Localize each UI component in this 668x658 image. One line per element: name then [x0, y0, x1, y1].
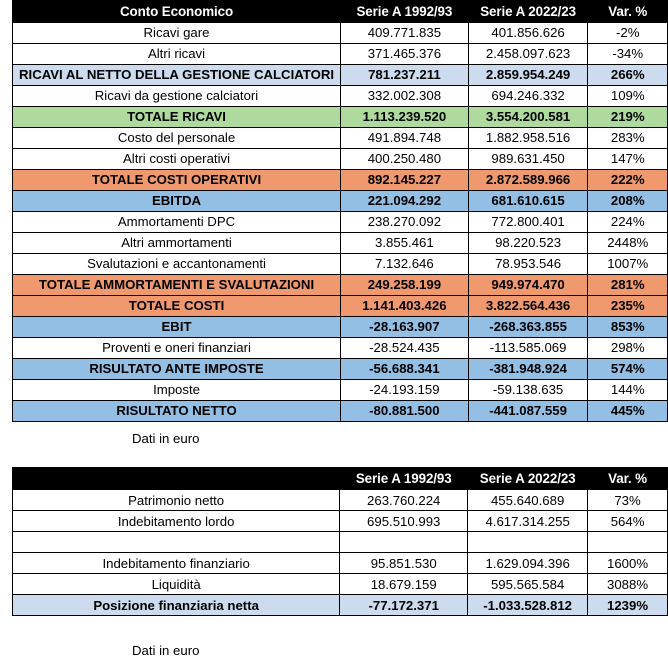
income-row-variation: 574% [588, 359, 668, 380]
income-row-series-2: -113.585.069 [468, 338, 588, 359]
income-row-variation: 298% [588, 338, 668, 359]
income-row-label: Imposte [13, 380, 341, 401]
income-row-series-1: 400.250.480 [341, 149, 469, 170]
income-row-variation: 281% [588, 275, 668, 296]
financial-row-series-1: 263.760.224 [340, 490, 468, 511]
income-row-series-1: 249.258.199 [341, 275, 469, 296]
income-header-series-2: Serie A 2022/23 [468, 1, 588, 23]
table-row [13, 553, 668, 574]
income-row-variation: 109% [588, 86, 668, 107]
table-row [13, 338, 668, 359]
income-row-series-2: 1.882.958.516 [468, 128, 588, 149]
income-row-label: Ricavi da gestione calciatori [13, 86, 341, 107]
income-row-series-1: 332.002.308 [341, 86, 469, 107]
income-row-series-1: 491.894.748 [341, 128, 469, 149]
financial-row-series-1: -77.172.371 [340, 595, 468, 616]
financial-row-label [13, 532, 340, 553]
financial-row-series-2: 1.629.094.396 [468, 553, 588, 574]
income-row-series-2: -59.138.635 [468, 380, 588, 401]
financial-header-label [13, 468, 340, 490]
income-row-variation: -34% [588, 44, 668, 65]
income-row-series-1: 781.237.211 [341, 65, 469, 86]
financial-row-variation: 564% [588, 511, 668, 532]
income-row-label: Ricavi gare [13, 23, 341, 44]
income-row-label: TOTALE COSTI OPERATIVI [13, 170, 341, 191]
income-row-label: EBIT [13, 317, 341, 338]
income-row-label: TOTALE COSTI [13, 296, 341, 317]
spacer-between-tables [0, 445, 668, 467]
financial-row-series-1 [340, 532, 468, 553]
income-row-series-1: 221.094.292 [341, 191, 469, 212]
income-table-header-row [13, 1, 668, 23]
financial-row-series-2: 595.565.584 [468, 574, 588, 595]
financial-row-label: Posizione finanziaria netta [13, 595, 340, 616]
financial-row-label: Patrimonio netto [13, 490, 340, 511]
financial-row-variation: 73% [588, 490, 668, 511]
table-row [13, 595, 668, 616]
income-header-variation: Var. % [588, 1, 668, 23]
financial-row-label: Liquidità [13, 574, 340, 595]
income-row-series-2: 98.220.523 [468, 233, 588, 254]
income-row-series-1: 238.270.092 [341, 212, 469, 233]
income-row-series-2: 2.872.589.966 [468, 170, 588, 191]
income-row-label: Altri ricavi [13, 44, 341, 65]
income-row-variation: 222% [588, 170, 668, 191]
table-row [13, 128, 668, 149]
income-row-variation: 283% [588, 128, 668, 149]
income-row-variation: 1007% [588, 254, 668, 275]
income-row-series-2: 2.458.097.623 [468, 44, 588, 65]
financial-position-table [12, 467, 668, 616]
financial-header-series-2: Serie A 2022/23 [468, 468, 588, 490]
income-row-label: Altri ammortamenti [13, 233, 341, 254]
financial-row-variation: 1239% [588, 595, 668, 616]
financial-header-variation: Var. % [588, 468, 668, 490]
income-row-series-1: 1.141.403.426 [341, 296, 469, 317]
table-row-empty [13, 532, 668, 553]
income-statement-table [12, 0, 668, 422]
income-row-label: Proventi e oneri finanziari [13, 338, 341, 359]
table-row [13, 191, 668, 212]
income-row-series-2: 3.554.200.581 [468, 107, 588, 128]
table-row [13, 296, 668, 317]
spacer-after-income-table [0, 422, 668, 432]
table-row [13, 254, 668, 275]
income-row-variation: 853% [588, 317, 668, 338]
table-row [13, 23, 668, 44]
income-row-label: Ammortamenti DPC [13, 212, 341, 233]
income-row-series-2: -441.087.559 [468, 401, 588, 422]
financial-table-body [13, 490, 668, 616]
financial-row-series-2: 4.617.314.255 [468, 511, 588, 532]
income-row-series-1: 371.465.376 [341, 44, 469, 65]
income-row-series-1: -28.524.435 [341, 338, 469, 359]
financial-row-series-1: 695.510.993 [340, 511, 468, 532]
income-row-series-1: -28.163.907 [341, 317, 469, 338]
income-row-series-2: 3.822.564.436 [468, 296, 588, 317]
income-row-series-1: 1.113.239.520 [341, 107, 469, 128]
income-row-series-2: 949.974.470 [468, 275, 588, 296]
income-row-series-1: -80.881.500 [341, 401, 469, 422]
income-row-label: Altri costi operativi [13, 149, 341, 170]
income-row-series-1: -56.688.341 [341, 359, 469, 380]
financial-row-series-2: 455.640.689 [468, 490, 588, 511]
financial-row-variation: 1600% [588, 553, 668, 574]
income-row-series-2: -381.948.924 [468, 359, 588, 380]
financial-header-series-1: Serie A 1992/93 [340, 468, 468, 490]
income-row-variation: 266% [588, 65, 668, 86]
table-row [13, 149, 668, 170]
income-row-series-2: 401.856.626 [468, 23, 588, 44]
table-row [13, 380, 668, 401]
income-row-series-1: 7.132.646 [341, 254, 469, 275]
income-row-variation: -2% [588, 23, 668, 44]
financial-row-series-1: 18.679.159 [340, 574, 468, 595]
income-row-label: TOTALE RICAVI [13, 107, 341, 128]
income-header-label: Conto Economico [13, 1, 341, 23]
table-row [13, 212, 668, 233]
table-row [13, 107, 668, 128]
income-row-label: TOTALE AMMORTAMENTI E SVALUTAZIONI [13, 275, 341, 296]
financial-table-header-row [13, 468, 668, 490]
table-row [13, 401, 668, 422]
table-row [13, 359, 668, 380]
income-row-label: Svalutazioni e accantonamenti [13, 254, 341, 275]
table-row [13, 233, 668, 254]
financial-row-label: Indebitamento lordo [13, 511, 340, 532]
financial-row-series-1: 95.851.530 [340, 553, 468, 574]
table-row [13, 170, 668, 191]
table-row [13, 317, 668, 338]
income-row-variation: 147% [588, 149, 668, 170]
income-row-variation: 144% [588, 380, 668, 401]
spacer-after-financial-table [0, 616, 668, 644]
income-header-series-1: Serie A 1992/93 [341, 1, 469, 23]
income-row-variation: 219% [588, 107, 668, 128]
income-row-label: Costo del personale [13, 128, 341, 149]
income-row-series-2: 694.246.332 [468, 86, 588, 107]
table-row [13, 574, 668, 595]
income-row-variation: 2448% [588, 233, 668, 254]
income-row-series-1: -24.193.159 [341, 380, 469, 401]
income-row-series-2: 78.953.546 [468, 254, 588, 275]
income-row-series-2: 2.859.954.249 [468, 65, 588, 86]
financial-row-variation [588, 532, 668, 553]
income-row-series-1: 3.855.461 [341, 233, 469, 254]
table-row [13, 275, 668, 296]
income-row-series-2: 772.800.401 [468, 212, 588, 233]
income-row-series-2: 989.631.450 [468, 149, 588, 170]
financial-row-series-2 [468, 532, 588, 553]
income-row-series-1: 892.145.227 [341, 170, 469, 191]
table-row [13, 65, 668, 86]
income-row-label: EBITDA [13, 191, 341, 212]
income-table-footnote: Dati in euro [132, 431, 200, 446]
income-row-variation: 235% [588, 296, 668, 317]
income-row-label: RISULTATO NETTO [13, 401, 341, 422]
income-row-variation: 445% [588, 401, 668, 422]
income-row-series-2: -268.363.855 [468, 317, 588, 338]
financial-row-series-2: -1.033.528.812 [468, 595, 588, 616]
table-row [13, 511, 668, 532]
income-row-series-2: 681.610.615 [468, 191, 588, 212]
financial-row-label: Indebitamento finanziario [13, 553, 340, 574]
income-row-variation: 224% [588, 212, 668, 233]
financial-table-footnote: Dati in euro [132, 643, 200, 658]
income-row-series-1: 409.771.835 [341, 23, 469, 44]
income-row-label: RICAVI AL NETTO DELLA GESTIONE CALCIATORI [13, 65, 341, 86]
table-row [13, 86, 668, 107]
financial-row-variation: 3088% [588, 574, 668, 595]
table-row [13, 44, 668, 65]
income-row-label: RISULTATO ANTE IMPOSTE [13, 359, 341, 380]
table-row [13, 490, 668, 511]
income-table-body [13, 23, 668, 422]
income-row-variation: 208% [588, 191, 668, 212]
